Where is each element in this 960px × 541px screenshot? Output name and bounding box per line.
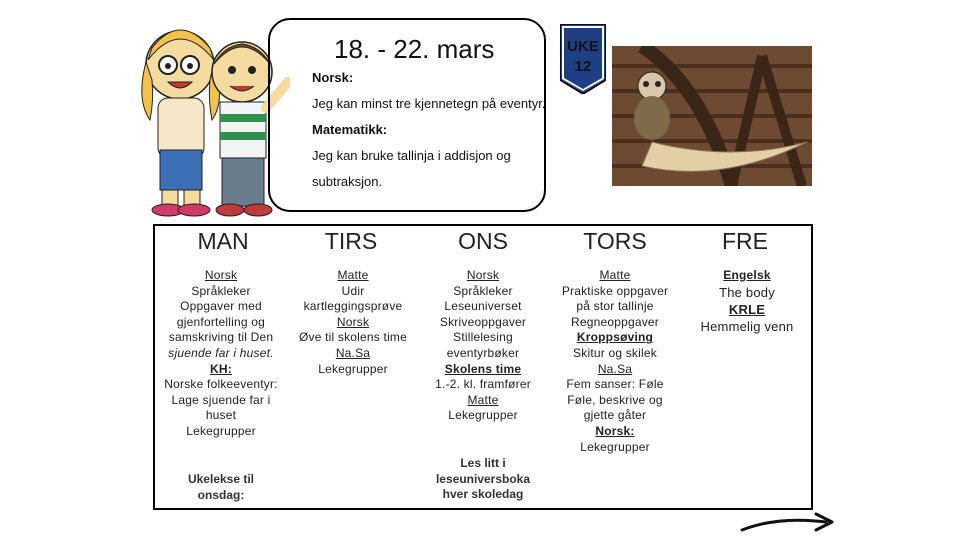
schedule-line: Fem sanser: Føle xyxy=(566,377,664,392)
day-header-tors: TORS xyxy=(583,228,647,254)
schedule-line: Norsk xyxy=(336,314,370,329)
schedule-line: kartleggingsprøve xyxy=(303,299,403,314)
week-label: UKE xyxy=(567,38,599,55)
schedule-line: Språkleker xyxy=(191,283,251,298)
norsk-goal-text: Jeg kan minst tre kjennetegn på eventyr. xyxy=(312,96,546,111)
next-arrow-icon[interactable] xyxy=(738,510,836,541)
schedule-line: eventyrbøker xyxy=(446,345,520,360)
math-goal-text-line-1: Jeg kan bruke tallinja i addisjon og xyxy=(312,148,511,163)
schedule-line: sjuende far i huset. xyxy=(168,345,274,360)
schedule-line: gjenfortelling og xyxy=(176,314,266,329)
schedule-line: huset xyxy=(205,408,237,423)
day-header-fre: FRE xyxy=(722,228,768,254)
schedule-line: Na.Sa xyxy=(335,345,371,360)
schedule-line: Norsk: xyxy=(595,423,635,438)
schedule-line: Na.Sa xyxy=(597,361,633,376)
weekly-schedule xyxy=(153,224,813,510)
schedule-line: på stor tallinje xyxy=(576,299,654,314)
schedule-line: Matte xyxy=(599,268,631,282)
day-header-man: MAN xyxy=(197,228,249,254)
schedule-line: Oppgaver med xyxy=(180,299,262,314)
day-footer-ons xyxy=(417,456,549,503)
schedule-line: Skitur og skilek xyxy=(573,345,657,360)
schedule-line: Leseuniverset xyxy=(444,299,522,314)
footer-line: Les litt i xyxy=(460,456,506,470)
schedule-line: Lekegrupper xyxy=(318,361,388,376)
schedule-line: Engelsk xyxy=(723,268,771,282)
schedule-line: KRLE xyxy=(728,301,766,317)
day-column-tors xyxy=(549,268,681,455)
schedule-line: Udir xyxy=(341,283,365,298)
schedule-line: Norsk xyxy=(204,268,238,282)
week-ribbon xyxy=(560,24,606,94)
schedule-line: Hemmelig venn xyxy=(700,318,794,334)
footer-line: Ukelekse til xyxy=(187,472,255,486)
schedule-line: The body xyxy=(719,284,775,300)
math-goal-heading: Matematikk: xyxy=(312,122,388,137)
schedule-line: Matte xyxy=(337,268,369,282)
week-dates: 18. - 22. mars xyxy=(334,34,495,64)
schedule-line: Lage sjuende far i xyxy=(171,392,271,407)
math-goal-text-line-2: subtraksjon. xyxy=(312,174,383,189)
schedule-line: Stillelesing xyxy=(453,330,513,345)
schedule-line: Praktiske oppgaver xyxy=(561,283,669,298)
schedule-line: Skolens time xyxy=(444,361,522,376)
troll-picture-icon xyxy=(612,46,812,186)
day-header-tirs: TIRS xyxy=(324,228,378,254)
day-footer-man xyxy=(155,472,287,503)
schedule-line: Lekegrupper xyxy=(448,408,518,423)
day-column-tirs xyxy=(287,268,419,377)
week-number: 12 xyxy=(574,58,592,75)
schedule-line: Norsk xyxy=(466,268,500,282)
schedule-line: samskriving til Den xyxy=(168,330,274,345)
norsk-goal-heading: Norsk: xyxy=(312,70,354,85)
schedule-line: Språkleker xyxy=(453,283,513,298)
day-column-fre xyxy=(681,268,813,335)
day-column-man xyxy=(155,268,287,440)
schedule-line: Øve til skolens time xyxy=(298,330,408,345)
schedule-line: KH: xyxy=(210,361,232,376)
schedule-line: Regneoppgaver xyxy=(570,314,659,329)
footer-line: hver skoledag xyxy=(442,487,524,502)
schedule-line: Matte xyxy=(467,392,499,407)
footer-line: leseuniversboka xyxy=(435,471,531,486)
schedule-line: Føle, beskrive og xyxy=(567,392,663,407)
schedule-line: Lekegrupper xyxy=(186,423,256,438)
schedule-line: Norske folkeeventyr: xyxy=(164,377,278,392)
day-column-ons xyxy=(417,268,549,424)
schedule-line: gjette gåter xyxy=(583,408,647,423)
schedule-line: Kroppsøving xyxy=(576,330,654,345)
schedule-line: Lekegrupper xyxy=(580,439,650,454)
day-header-ons: ONS xyxy=(458,228,508,254)
kids-illustration-icon xyxy=(130,10,290,227)
footer-line: onsdag: xyxy=(197,487,245,502)
schedule-line: 1.-2. kl. framfører xyxy=(435,377,531,392)
schedule-line: Skriveoppgaver xyxy=(439,314,527,329)
